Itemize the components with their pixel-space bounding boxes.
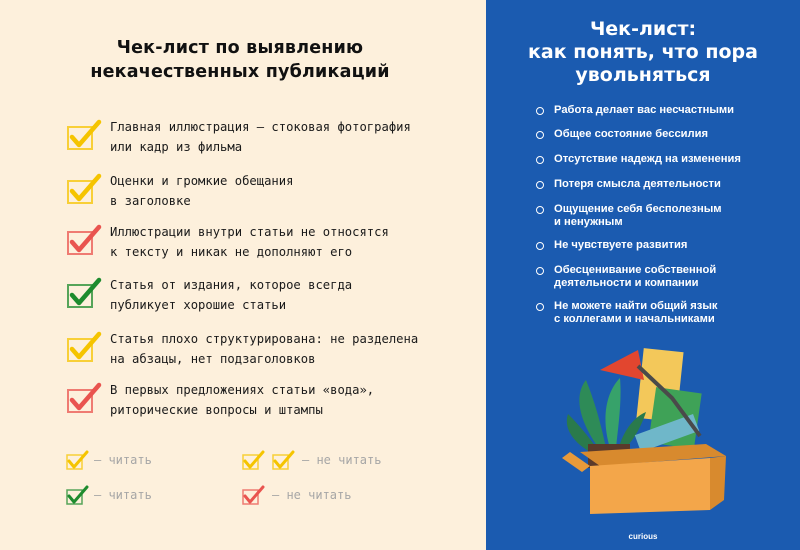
item-line2: в заголовке [110, 194, 191, 208]
left-title-line2: некачественных публикаций [90, 62, 390, 82]
right-title-line2: как понять, что пора [528, 41, 758, 63]
bullet-line1: Общее состояние бессилия [554, 128, 709, 140]
item-line1: Оценки и громкие обещания [110, 174, 294, 188]
right-title-line3: увольняться [575, 64, 711, 86]
checkbox-red-icon [66, 226, 100, 256]
checkbox-green-icon [66, 279, 100, 309]
box-of-office-things-illustration [560, 340, 740, 520]
checkbox-red-icon [242, 486, 264, 506]
bullet-line1: Потеря смысла деятельности [554, 178, 721, 190]
item-line1: Иллюстрации внутри статьи не относятся [110, 225, 389, 239]
item-line1: Главная иллюстрация — стоковая фотография [110, 120, 411, 134]
circle-bullet-icon [536, 206, 544, 214]
item-line1: Статья плохо структурирована: не разделена [110, 332, 419, 346]
circle-bullet-icon [536, 242, 544, 250]
checkbox-yellow-icon [66, 451, 88, 471]
item-line2: на абзацы, нет подзаголовков [110, 352, 316, 366]
bullet-line2: и ненужным [554, 216, 623, 228]
item-line2: публикует хорошие статьи [110, 298, 287, 312]
item-line1: Статья от издания, которое всегда [110, 278, 353, 292]
checkbox-green-icon [66, 486, 88, 506]
legend-item [66, 451, 206, 473]
bullet-line1: Не можете найти общий язык [554, 300, 718, 312]
circle-bullet-icon [536, 303, 544, 311]
legend-item [242, 451, 422, 473]
checkbox-red-icon [66, 384, 100, 414]
legend-item [242, 486, 402, 508]
item-line2: риторические вопросы и штампы [110, 403, 323, 417]
right-title-line1: Чек-лист: [589, 18, 697, 40]
brand-logo: curious [628, 532, 658, 541]
circle-bullet-icon [536, 181, 544, 189]
bullet-line1: Работа делает вас несчастными [554, 104, 735, 116]
circle-bullet-icon [536, 156, 544, 164]
bullet-line2: деятельности и компании [554, 277, 699, 289]
item-line2: или кадр из фильма [110, 140, 243, 154]
legend-label: — не читать [272, 488, 352, 502]
checkbox-yellow-icon [272, 451, 294, 471]
checkbox-yellow-icon [66, 175, 100, 205]
bullet-line1: Отсутствие надежд на изменения [554, 153, 741, 165]
legend-label: — читать [94, 453, 152, 467]
left-title-line1: Чек-лист по выявлению [116, 38, 364, 58]
bullet-line1: Обесценивание собственной [554, 264, 717, 276]
legend-item [66, 486, 206, 508]
item-line2: к тексту и никак не дополняют его [110, 245, 353, 259]
checkbox-yellow-icon [242, 451, 264, 471]
bullet-line1: Не чувствуете развития [554, 239, 688, 251]
legend-label: — читать [94, 488, 152, 502]
circle-bullet-icon [536, 107, 544, 115]
checkbox-yellow-icon [66, 121, 100, 151]
legend-label: — не читать [302, 453, 382, 467]
bullet-line2: с коллегами и начальниками [554, 313, 715, 325]
circle-bullet-icon [536, 131, 544, 139]
checkbox-yellow-icon [66, 333, 100, 363]
circle-bullet-icon [536, 267, 544, 275]
item-line1: В первых предложениях статьи «вода», [110, 383, 375, 397]
bullet-line1: Ощущение себя бесполезным [554, 203, 722, 215]
